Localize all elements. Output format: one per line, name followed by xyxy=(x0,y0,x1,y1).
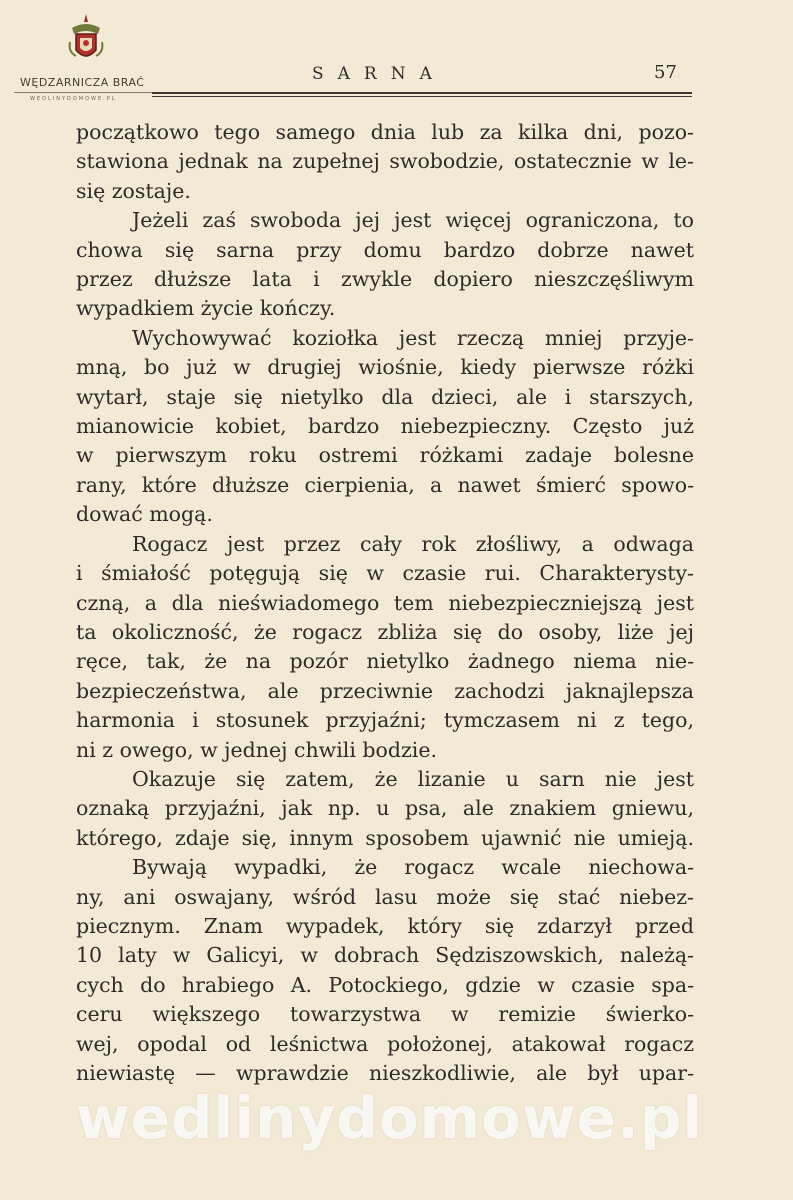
text-line: którego, zdaje się, innym sposobem ujawnić nie umieją. xyxy=(76,825,694,850)
text-line: niewiastę — wprawdzie nieszkodliwie, ale był upar- xyxy=(76,1061,694,1085)
watermark: wedlinydomowe.pl xyxy=(76,1084,704,1152)
text-line: wytarł, staje się nietylko dla dzieci, ale i starszych, xyxy=(76,384,694,409)
logo-name: WĘDZARNICZA BRAĆ xyxy=(20,76,145,89)
text-line: w pierwszym roku ostremi różkami zadaje bolesne xyxy=(76,443,694,468)
text-line: dować mogą. xyxy=(76,502,213,527)
text-line: chowa się sarna przy domu bardzo dobrze nawet xyxy=(76,237,694,262)
logo-url: WEDLINYDOMOWE.PL xyxy=(30,96,117,102)
text-line: ta okoliczność, że rogacz zbliża się do osoby, liże jej xyxy=(76,619,694,644)
text-line: Okazuje się zatem, że lizanie u sarn nie jest xyxy=(132,766,694,791)
text-line: przez dłuższe lata i zwykle dopiero nieszczęśliwym xyxy=(76,267,694,292)
text-line: Bywają wypadki, że rogacz wcale niechowa- xyxy=(132,855,694,880)
text-line: wypadkiem życie kończy. xyxy=(76,296,336,321)
text-line: harmonia i stosunek przyjaźni; tymczasem ni z tego, xyxy=(76,708,694,733)
body-text xyxy=(76,118,694,1088)
text-line: wej, opodal od leśnictwa położonej, atakował rogacz xyxy=(76,1031,694,1056)
text-line: ni z owego, w jednej chwili bodzie. xyxy=(76,737,438,762)
text-line: Jeżeli zaś swoboda jej jest więcej ograniczona, to xyxy=(132,208,694,233)
logo-divider xyxy=(14,92,154,93)
text-line: mianowicie kobiet, bardzo niebezpieczny. Często już xyxy=(76,414,694,439)
coat-of-arms-icon xyxy=(66,12,106,68)
text-line: stawiona jednak na zupełnej swobodzie, ostatecznie w le- xyxy=(76,149,694,174)
text-line: cych do hrabiego A. Potockiego, gdzie w czasie spa- xyxy=(76,972,694,997)
text-line: Wychowywać koziołka jest rzeczą mniej przyje- xyxy=(132,325,694,350)
text-line: oznaką przyjaźni, jak np. u psa, ale znakiem gniewu, xyxy=(76,796,694,821)
text-line: początkowo tego samego dnia lub za kilka dni, pozo- xyxy=(76,120,694,144)
text-line: 10 laty w Galicyi, w dobrach Sędziszowskich, należą- xyxy=(76,943,694,968)
text-line: i śmiałość potęgują się w czasie rui. Charakterysty- xyxy=(76,561,694,586)
text-line: czną, a dla nieświadomego tem niebezpieczniejszą jest xyxy=(76,590,694,615)
text-line: się zostaje. xyxy=(76,178,191,203)
header-rule-thin xyxy=(152,96,692,97)
text-line: bezpieczeństwa, ale przeciwnie zachodzi jaknajlepsza xyxy=(76,678,694,703)
text-line: ręce, tak, że na pozór nietylko żadnego niema nie- xyxy=(76,649,694,674)
text-line: ceru większego towarzystwa w remizie świerko- xyxy=(76,1002,694,1027)
page-number: 57 xyxy=(654,62,677,83)
text-line: rany, które dłuższe cierpienia, a nawet śmierć spowo- xyxy=(76,472,694,497)
header-rule xyxy=(152,92,692,94)
running-title: SARNA xyxy=(312,64,446,84)
text-line: piecznym. Znam wypadek, który się zdarzył przed xyxy=(76,913,694,938)
text-line: mną, bo już w drugiej wiośnie, kiedy pierwsze różki xyxy=(76,355,694,380)
publisher-logo xyxy=(14,8,154,100)
text-line: ny, ani oswajany, wśród lasu może się stać niebez- xyxy=(76,884,694,909)
text-line: Rogacz jest przez cały rok złośliwy, a odwaga xyxy=(132,531,694,556)
